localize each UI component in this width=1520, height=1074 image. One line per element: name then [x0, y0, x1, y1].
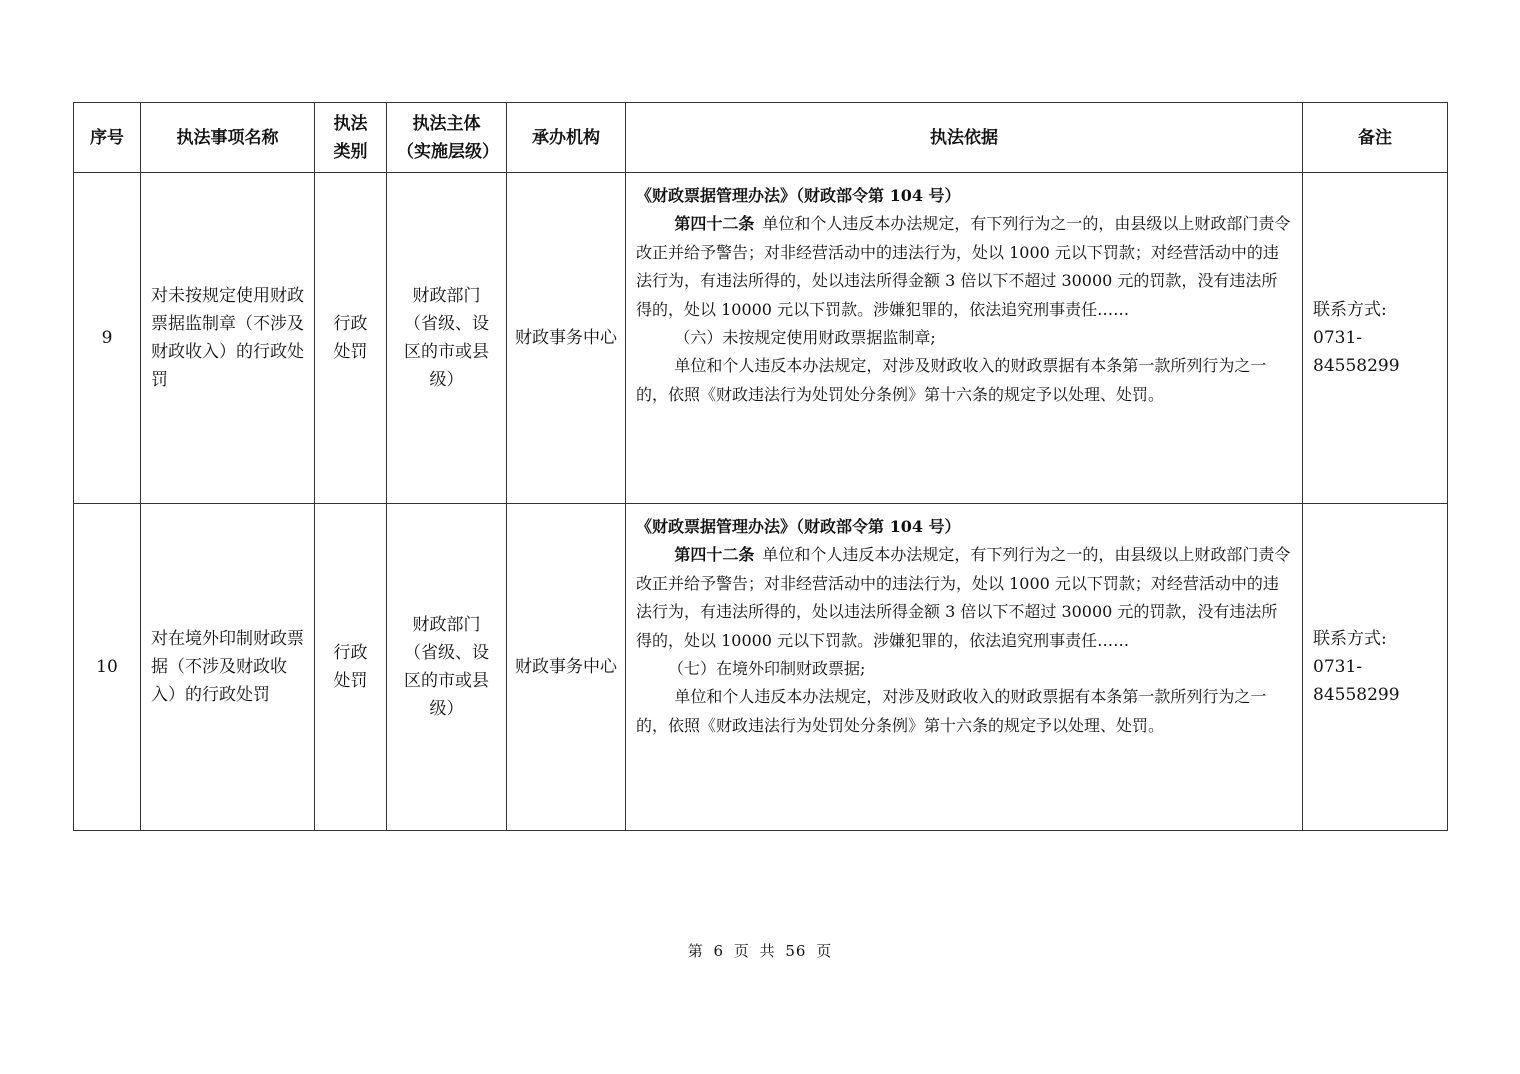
contact-phone: 0731-84558299 [1313, 328, 1400, 376]
header-subject: 执法主体（实施层级） [387, 103, 507, 173]
row-subject: 财政部门（省级、设区的市或县级） [387, 173, 507, 504]
article-text: 单位和个人违反本办法规定，有下列行为之一的，由县级以上财政部门责令改正并给予警告；对非经营活动中的违法行为，处以 1000 元以下罚款；对经营活动中的违法行为，有违法所得的，处以违法所得金额 3 倍以下不超过 30000 元的罚款，没有违法所得的，处以 10000 元以下罚款。涉嫌犯罪的，依法追究刑事责任…… [636, 545, 1291, 650]
row-subject: 财政部门（省级、设区的市或县级） [387, 504, 507, 831]
row-note [1303, 173, 1448, 504]
row-item-name: 对未按规定使用财政票据监制章（不涉及财政收入）的行政处罚 [141, 173, 315, 504]
article-paragraph [636, 210, 1292, 324]
article-closing: 单位和个人违反本办法规定，对涉及财政收入的财政票据有本条第一款所列行为之一的，依照《财政违法行为处罚处分条例》第十六条的规定予以处理、处罚。 [636, 687, 1267, 735]
header-category: 执法类别 [315, 103, 387, 173]
row-basis [626, 504, 1303, 831]
header-item-name: 执法事项名称 [141, 103, 315, 173]
contact-label: 联系方式: [1313, 629, 1387, 649]
law-title: 《财政票据管理办法》（财政部令第 104 号） [636, 186, 961, 205]
article-text: 单位和个人违反本办法规定，有下列行为之一的，由县级以上财政部门责令改正并给予警告；对非经营活动中的违法行为，处以 1000 元以下罚款；对经营活动中的违法行为，有违法所得的，处以违法所得金额 3 倍以下不超过 30000 元的罚款，没有违法所得的，处以 10000 元以下罚款。涉嫌犯罪的，依法追究刑事责任…… [636, 214, 1291, 319]
row-item-name: 对在境外印制财政票据（不涉及财政收入）的行政处罚 [141, 504, 315, 831]
table-header-row [74, 103, 1448, 173]
article-clause: （六）未按规定使用财政票据监制章; [674, 328, 936, 348]
row-basis [626, 173, 1303, 504]
article-clause: （七）在境外印制财政票据; [668, 659, 866, 679]
header-agency: 承办机构 [507, 103, 626, 173]
article-tag: 第四十二条 [674, 214, 755, 234]
row-seq: 10 [74, 504, 141, 831]
row-note [1303, 504, 1448, 831]
row-category: 行政处罚 [315, 173, 387, 504]
article-closing: 单位和个人违反本办法规定，对涉及财政收入的财政票据有本条第一款所列行为之一的，依照《财政违法行为处罚处分条例》第十六条的规定予以处理、处罚。 [636, 356, 1267, 404]
page-footer: 第 6 页 共 56 页 [687, 942, 833, 960]
law-title: 《财政票据管理办法》（财政部令第 104 号） [636, 517, 961, 536]
row-agency: 财政事务中心 [507, 173, 626, 504]
contact-label: 联系方式: [1313, 300, 1387, 320]
table-row [74, 504, 1448, 831]
row-category: 行政处罚 [315, 504, 387, 831]
header-seq: 序号 [74, 103, 141, 173]
article-paragraph [636, 541, 1292, 655]
header-basis: 执法依据 [626, 103, 1303, 173]
contact-phone: 0731-84558299 [1313, 657, 1400, 705]
row-agency: 财政事务中心 [507, 504, 626, 831]
article-tag: 第四十二条 [674, 545, 755, 565]
table-row [74, 173, 1448, 504]
row-seq: 9 [74, 173, 141, 504]
header-note: 备注 [1303, 103, 1448, 173]
enforcement-table [73, 102, 1448, 831]
